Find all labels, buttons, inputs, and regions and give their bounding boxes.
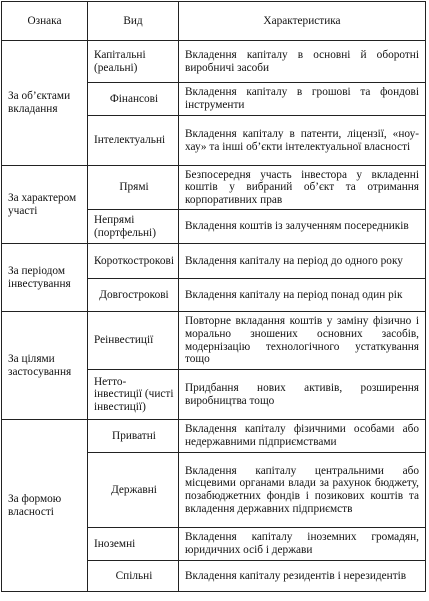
- investment-classification-table: [1, 1, 426, 592]
- document-page: [1, 1, 425, 592]
- description-cell: Безпосередня участь інвестора у вкладенні коштів у вибраний об’єкт та отримання корпоративних прав: [179, 166, 426, 210]
- table-row: [2, 41, 426, 83]
- table-row: [2, 312, 426, 370]
- table-row: [2, 166, 426, 210]
- description-cell: Вкладення капіталу на період понад один рік: [179, 279, 426, 312]
- kind-cell: Реінвестиції: [88, 312, 179, 370]
- description-cell: Вкладення капіталу резидентів і нерезидентів: [179, 561, 426, 592]
- kind-cell: Прямі: [88, 166, 179, 210]
- description-cell: Вкладення капіталу в патенти, ліцензії, «ноу-хау» та інші об’єкти інтелектуальної власності: [179, 116, 426, 166]
- kind-cell: Фінансові: [88, 83, 179, 116]
- group-label-purpose: За цілями застосування: [2, 312, 88, 420]
- kind-cell: Капітальні (реальні): [88, 41, 179, 83]
- table-header-row: [2, 2, 426, 41]
- kind-cell: Іноземні: [88, 528, 179, 561]
- kind-cell: Нетто-інвестиції (чисті інвестиції): [88, 370, 179, 420]
- kind-cell: Довгострокові: [88, 279, 179, 312]
- kind-cell: Приватні: [88, 420, 179, 453]
- kind-cell: Інтелектуальні: [88, 116, 179, 166]
- kind-cell: Спільні: [88, 561, 179, 592]
- group-label-ownership: За формою власності: [2, 420, 88, 592]
- kind-cell: Державні: [88, 453, 179, 528]
- header-feature: Ознака: [2, 2, 88, 41]
- group-label-participation: За характером участі: [2, 166, 88, 244]
- description-cell: Вкладення капіталу іноземних громадян, юридичних осіб і держави: [179, 528, 426, 561]
- description-cell: Вкладення капіталу на період до одного року: [179, 244, 426, 279]
- description-cell: Придбання нових активів, розширення виробництва тощо: [179, 370, 426, 420]
- table-row: [2, 420, 426, 453]
- group-label-period: За періодом інвестування: [2, 244, 88, 312]
- description-cell: Вкладення коштів із залученням посередників: [179, 210, 426, 244]
- description-cell: Вкладення капіталу в грошові та фондові інструменти: [179, 83, 426, 116]
- description-cell: Вкладення капіталу центральними або місцевими органами влади за рахунок бюджету, позабюджетних фондів і позикових коштів та вкладення державних підприємств: [179, 453, 426, 528]
- header-description: Характеристика: [179, 2, 426, 41]
- description-cell: Вкладення капіталу фізичними особами або недержавними підприємствами: [179, 420, 426, 453]
- header-kind: Вид: [88, 2, 179, 41]
- description-cell: Повторне вкладання коштів у заміну фізично і морально зношених основних засобів, модернізацію технологічного устаткування тощо: [179, 312, 426, 370]
- group-label-objects: За об’єктами вкладання: [2, 41, 88, 166]
- kind-cell: Непрямі (портфельні): [88, 210, 179, 244]
- kind-cell: Короткострокові: [88, 244, 179, 279]
- table-row: [2, 244, 426, 279]
- description-cell: Вкладення капіталу в основні й оборотні виробничі засоби: [179, 41, 426, 83]
